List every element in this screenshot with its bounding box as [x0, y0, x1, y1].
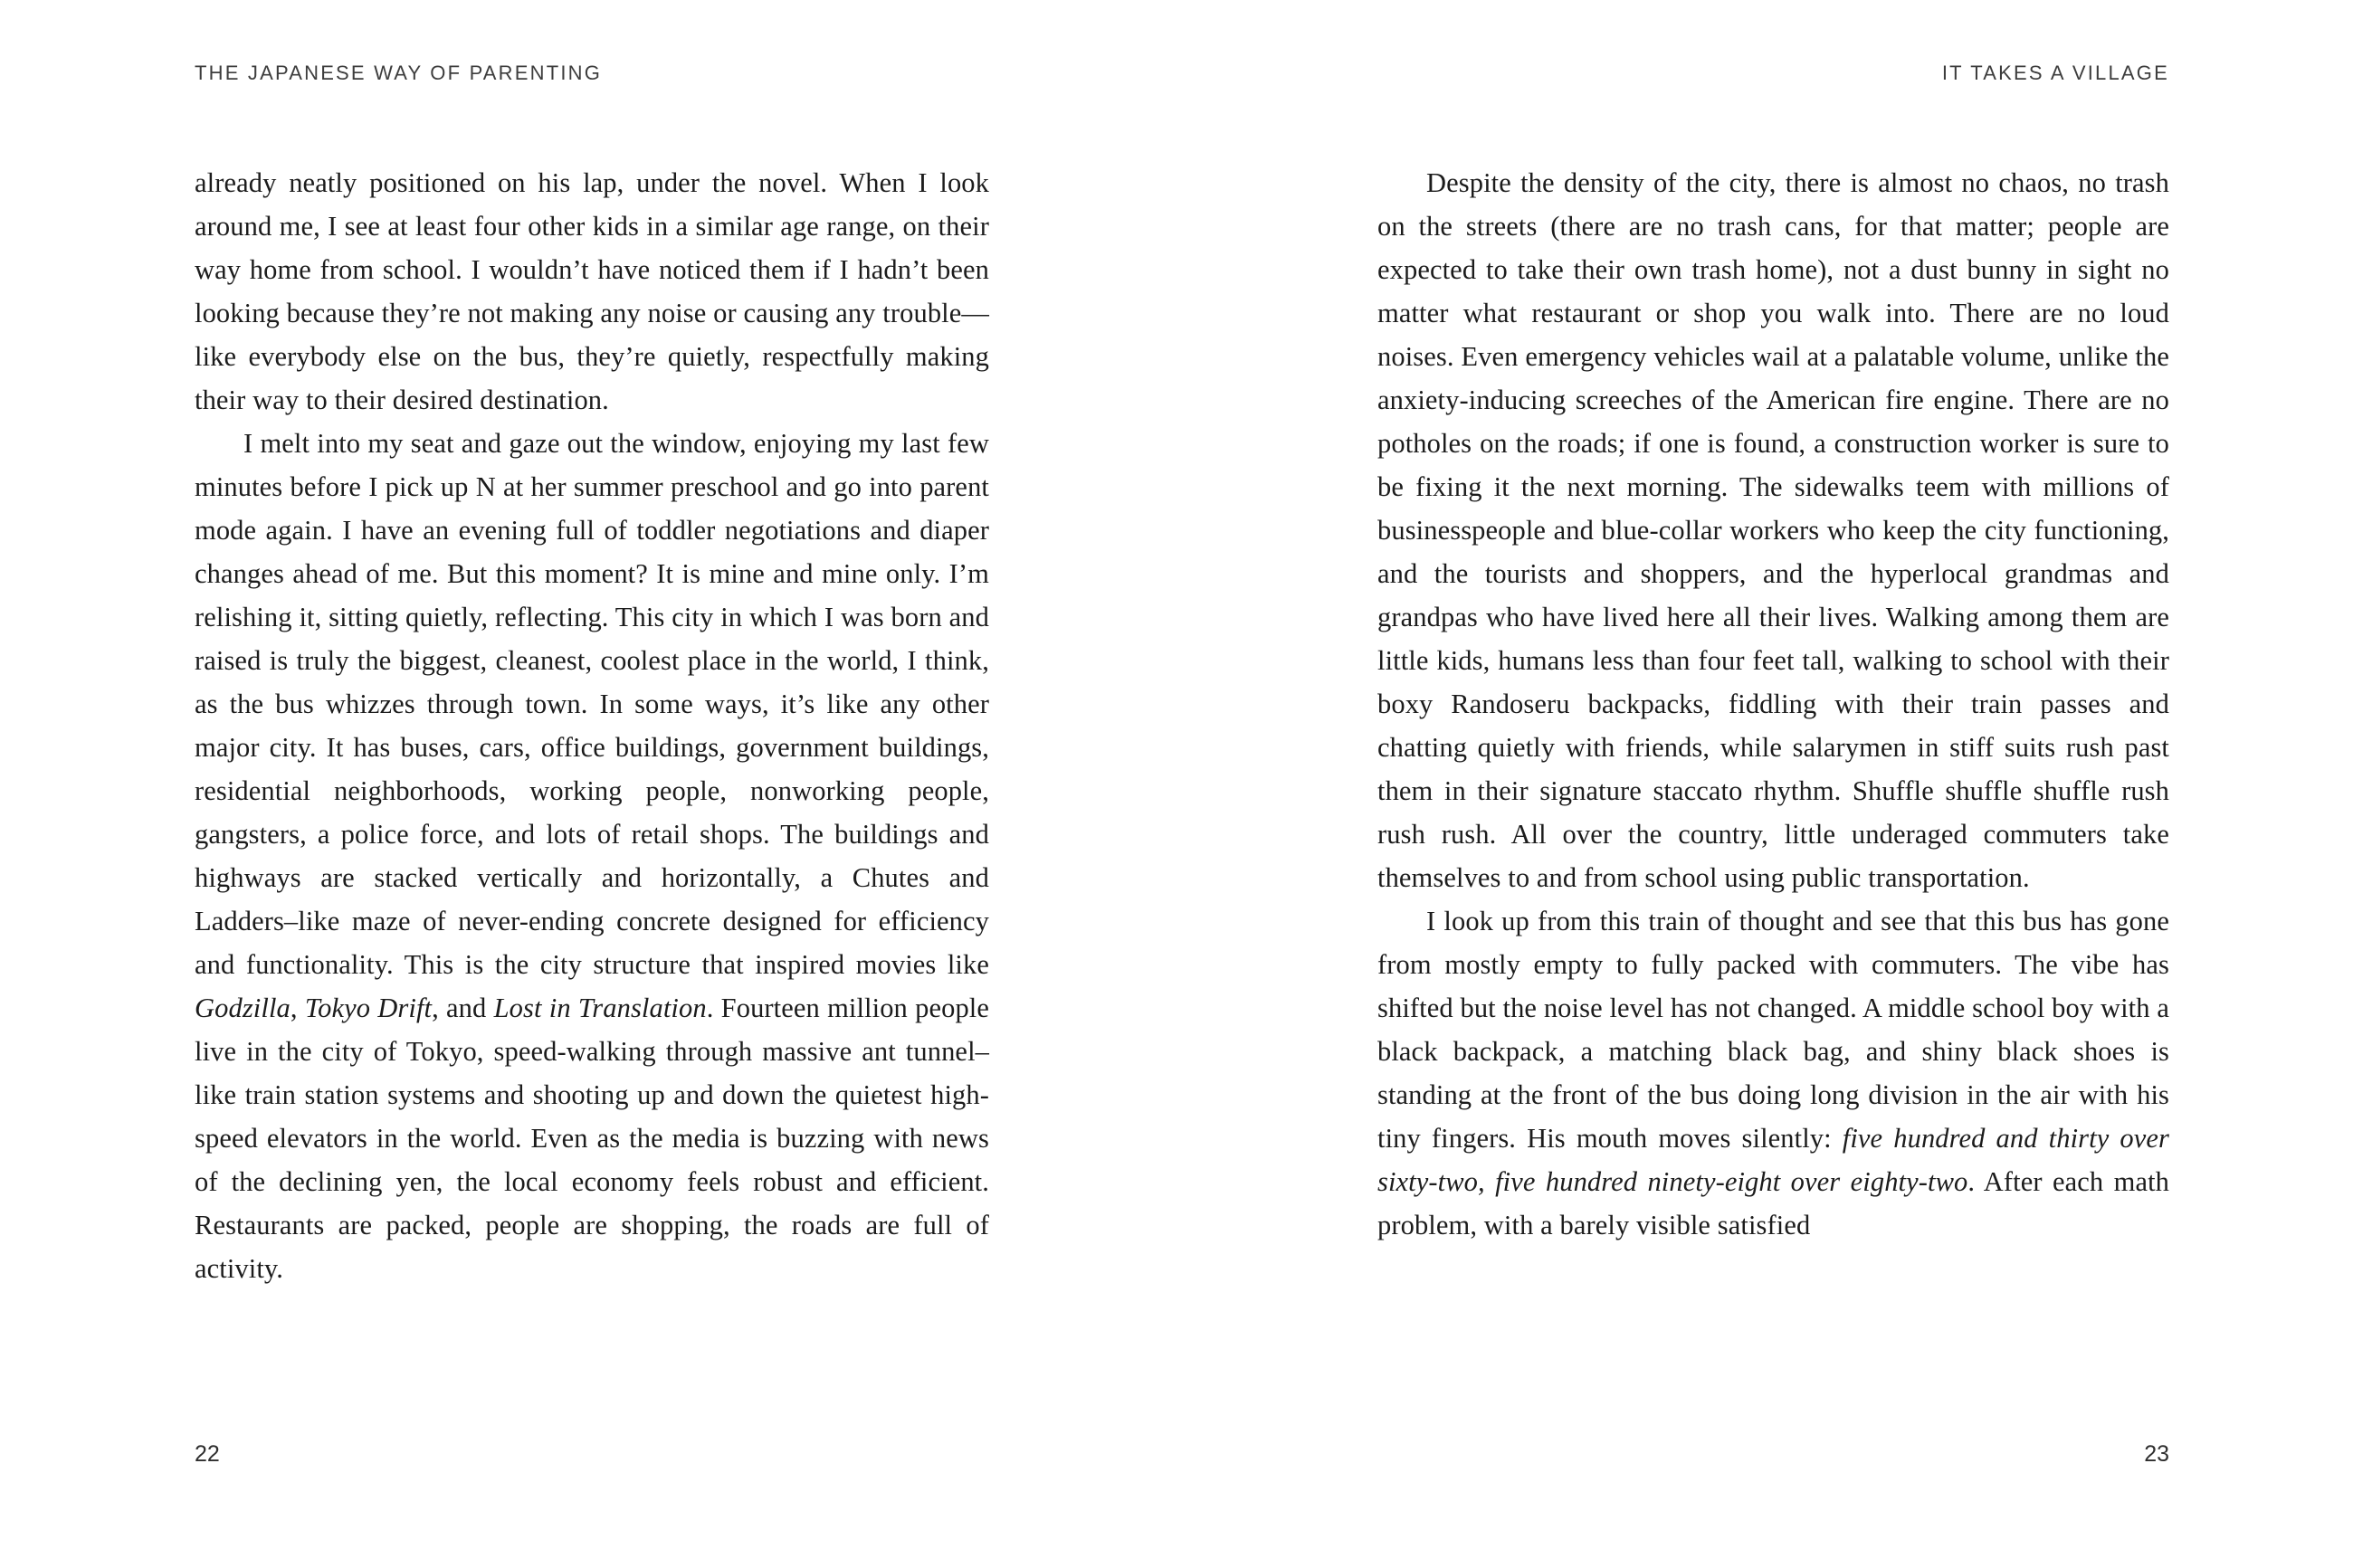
- text-run: . Fourteen million people live in the city of Tokyo, speed-walking through massive ant tunnel–like train station systems and shooting up and down the quietest high-speed elevators in the world. Even as the media is buzzing with news of the declining yen, the local economy feels robust and efficient. Restaurants are packed, people are shopping, the roads are full of activity.: [195, 993, 990, 1284]
- paragraph: [1377, 161, 2169, 899]
- text-run: I melt into my seat and gaze out the window, enjoying my last few minutes before I pick up N at her summer preschool and go into parent mode again. I have an evening full of toddler negotiations and diaper changes ahead of me. But this moment? It is mine and mine only. I’m relishing it, sitting quietly, reflecting. This city in which I was born and raised is truly the biggest, cleanest, coolest place in the world, I think, as the bus whizzes through town. In some ways, it’s like any other major city. It has buses, cars, office buildings, government buildings, residential neighborhoods, working people, nonworking people, gangsters, a police force, and lots of retail shops. The buildings and highways are stacked vertically and horizontally, a Chutes and Ladders–like maze of never-ending concrete designed for efficiency and functionality. This is the city structure that inspired movies like: [195, 428, 989, 980]
- running-header-right: IT TAKES A VILLAGE: [1941, 62, 2169, 84]
- italic-text-run: Lost in Translation: [493, 993, 707, 1023]
- right-page-body-text: [1377, 161, 2169, 1247]
- page-number-left: 22: [195, 1441, 220, 1467]
- left-page-body-text: [195, 161, 989, 1290]
- text-run: Despite the density of the city, there is almost no chaos, no trash on the streets (there are no trash cans, for that matter; people are expected to take their own trash home), not a dust bunny in sight no matter what restaurant or shop you walk into. There are no loud noises. Even emergency vehicles wail at a palatable volume, unlike the anxiety-inducing screeches of the American fire engine. There are no potholes on the roads; if one is found, a construction worker is sure to be fixing it the next morning. The sidewalks teem with millions of businesspeople and blue-collar workers who keep the city functioning, and the tourists and shoppers, and the hyperlocal grandmas and grandpas who have lived here all their lives. Walking among them are little kids, humans less than four feet tall, walking to school with their boxy Randoseru backpacks, fiddling with their train passes and chatting quietly with friends, while salarymen in stiff suits rush past them in their signature staccato rhythm. Shuffle shuffle shuffle rush rush rush. All over the country, little underaged commuters take themselves to and from school using public transportation.: [1377, 167, 2169, 893]
- paragraph: [1377, 899, 2169, 1247]
- text-run: I look up from this train of thought and see that this bus has gone from mostly empty to fully packed with commuters. The vibe has shifted but the noise level has not changed. A middle school boy with a black backpack, a matching black bag, and shiny black shoes is standing at the front of the bus doing long division in the air with his tiny fingers. His mouth moves silently:: [1377, 906, 2169, 1154]
- paragraph: [195, 422, 989, 1290]
- italic-text-run: five hundred and thirty over sixty-two, five hundred ninety-eight over eighty-two: [1377, 1123, 2169, 1197]
- italic-text-run: Godzilla: [195, 993, 291, 1023]
- text-run: , and: [432, 993, 494, 1023]
- text-run: ,: [290, 993, 305, 1023]
- page-number-right: 23: [2144, 1441, 2169, 1467]
- italic-text-run: Tokyo Drift: [304, 993, 433, 1023]
- text-run: . After each math problem, with a barely visible satisfied: [1377, 1166, 2170, 1240]
- left-page: [195, 0, 989, 1568]
- text-run: already neatly positioned on his lap, under the novel. When I look around me, I see at least four other kids in a similar age range, on their way home from school. I wouldn’t have noticed them if I hadn’t been looking because they’re not making any noise or causing any trouble—like everybody else on the bus, they’re quietly, respectfully making their way to their desired destination.: [195, 167, 989, 415]
- right-page: [1377, 0, 2169, 1568]
- running-header-left: THE JAPANESE WAY OF PARENTING: [195, 62, 603, 84]
- paragraph: [195, 161, 989, 422]
